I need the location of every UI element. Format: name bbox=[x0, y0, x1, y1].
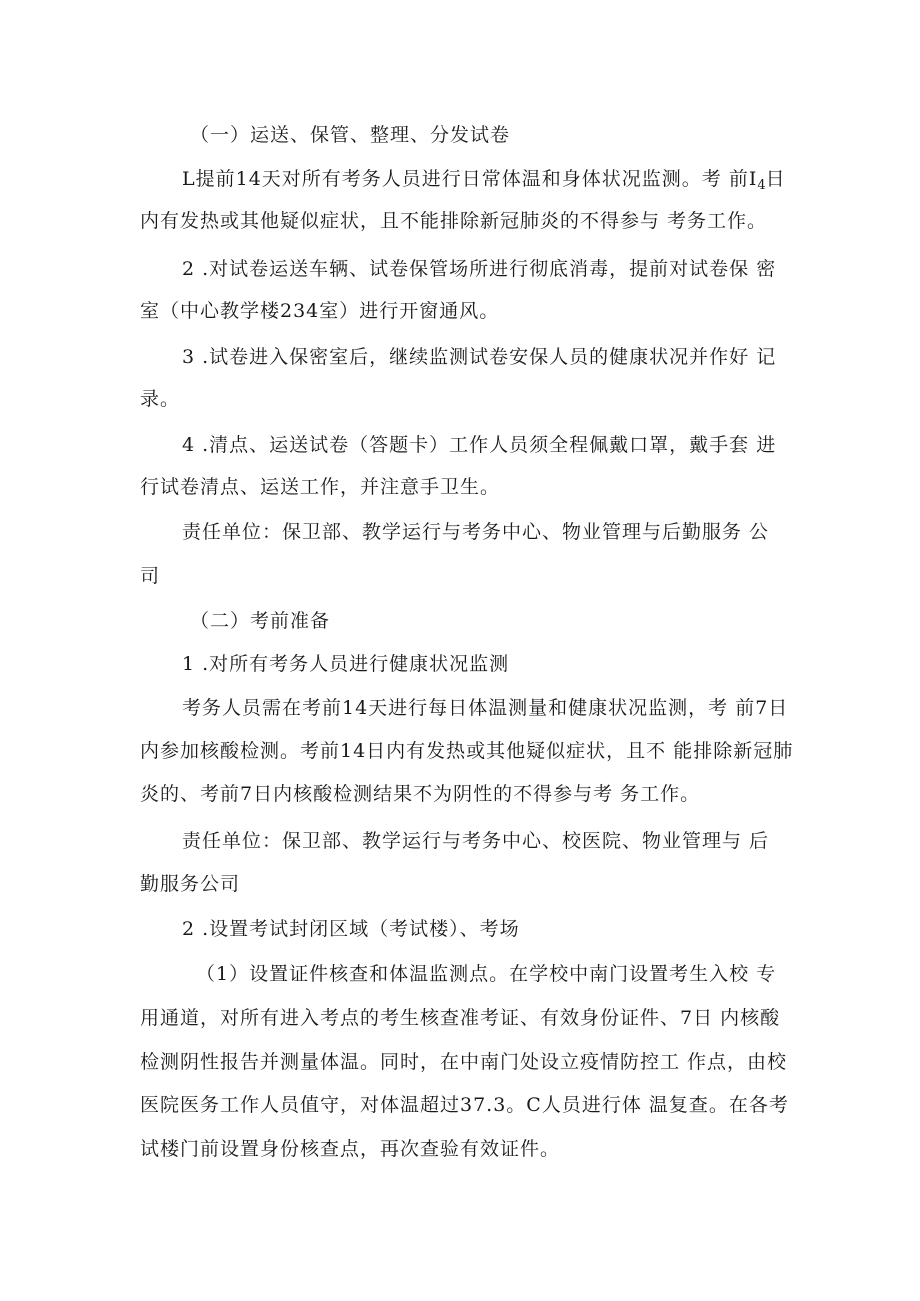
paragraph-5-line-1: 考务人员需在考前14天进行每日体温测量和健康状况监测，考 前7日 bbox=[182, 697, 789, 719]
paragraph-2-line-2: 室（中心教学楼234室）进行开窗通风。 bbox=[140, 300, 500, 322]
paragraph-6-line-2: 用通道，对所有进入考点的考生核查准考证、有效身份证件、7日 内核酸 bbox=[140, 1007, 781, 1029]
paragraph-4-line-2: 行试卷清点、运送工作，并注意手卫生。 bbox=[140, 476, 501, 498]
subheading-1: 1 .对所有考务人员进行健康状况监测 bbox=[182, 653, 510, 675]
paragraph-1-line-2: 内有发热或其他疑似症状，且不能排除新冠肺炎的不得参与 考务工作。 bbox=[140, 210, 768, 232]
section-heading-2: （二）考前准备 bbox=[190, 610, 331, 632]
paragraph-5-line-3: 炎的、考前7日内核酸检测结果不为阴性的不得参与考 务工作。 bbox=[140, 783, 701, 805]
paragraph-5-line-2: 内参加核酸检测。考前14日内有发热或其他疑似症状，且不 能排除新冠肺 bbox=[140, 740, 794, 762]
subheading-2: 2 .设置考试封闭区域（考试楼）、考场 bbox=[182, 918, 520, 940]
responsibility-2-line-2: 勤服务公司 bbox=[140, 873, 241, 895]
responsibility-2-line-1: 责任单位：保卫部、教学运行与考务中心、校医院、物业管理与 后 bbox=[182, 830, 770, 852]
paragraph-6-line-1: （1）设置证件核查和体温监测点。在学校中南门设置考生入校 专 bbox=[196, 963, 777, 985]
paragraph-1-text-a: L提前14天对所有考务人员进行日常体温和身体状况监测。考 前I bbox=[182, 168, 758, 190]
paragraph-1-line-1 bbox=[182, 166, 786, 199]
responsibility-1-line-2: 司 bbox=[140, 565, 161, 587]
paragraph-1-text-b: 日 bbox=[765, 168, 786, 190]
paragraph-3-line-2: 录。 bbox=[140, 388, 181, 410]
paragraph-3-line-1: 3 .试卷进入保密室后，继续监测试卷安保人员的健康状况并作好 记 bbox=[182, 346, 777, 368]
responsibility-1-line-1: 责任单位：保卫部、教学运行与考务中心、物业管理与后勤服务 公 bbox=[182, 521, 770, 543]
paragraph-1-subscript: 4 bbox=[757, 178, 766, 193]
section-heading-1: （一）运送、保管、整理、分发试卷 bbox=[190, 124, 511, 146]
paragraph-6-line-3: 检测阴性报告并测量体温。同时，在中南门处设立疫情防控工 作点，由校 bbox=[140, 1051, 788, 1073]
paragraph-2-line-1: 2 .对试卷运送车辆、试卷保管场所进行彻底消毒，提前对试卷保 密 bbox=[182, 258, 777, 280]
paragraph-6-line-4: 医院医务工作人员值守，对体温超过37.3。C人员进行体 温复查。在各考 bbox=[140, 1094, 789, 1116]
paragraph-6-line-5: 试楼门前设置身份核查点，再次查验有效证件。 bbox=[140, 1138, 561, 1160]
paragraph-4-line-1: 4 .清点、运送试卷（答题卡）工作人员须全程佩戴口罩，戴手套 进 bbox=[182, 434, 777, 456]
